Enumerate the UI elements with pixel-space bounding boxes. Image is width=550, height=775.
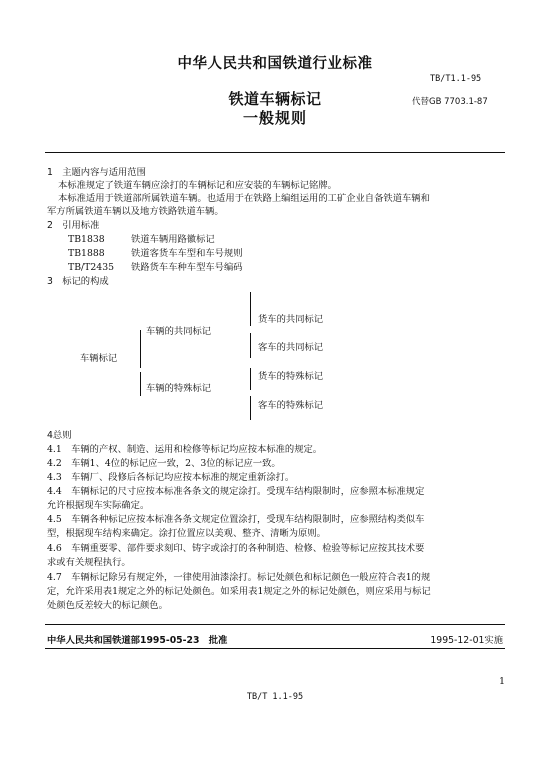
bracket-root <box>140 330 141 368</box>
general-rule-line: 4.2 车辆1、4位的标记应一致，2、3位的标记应一致。 <box>47 458 281 469</box>
bracket-special-top <box>250 368 251 390</box>
footer-rule-top <box>45 624 505 625</box>
section3-heading: 3 标记的构成 <box>47 276 109 287</box>
bottom-standard-code: TB/T 1.1-95 <box>246 692 304 702</box>
effective-date: 1995-12-01实施 <box>430 635 503 646</box>
section2-heading: 2 引用标准 <box>47 220 100 231</box>
root-node-vehicle-marking: 车辆标记 <box>80 353 118 364</box>
leaf-passenger-special: 客车的特殊标记 <box>258 400 324 411</box>
leaf-freight-special: 货车的特殊标记 <box>258 371 324 382</box>
bracket-common-bottom <box>250 333 251 358</box>
section1-para2-line1: 本标准适用于铁道部所属铁道车辆。也适用于在铁路上编组运用的工矿企业自备铁道车辆和 <box>58 193 430 204</box>
doc-title-line2: 一般规则 <box>242 109 307 127</box>
general-rule-line: 处颜色反差较大的标记颜色。 <box>47 600 168 611</box>
general-rule-line: 定，允许采用表1规定之外的标记处颜色。如采用表1规定之外的标记处颜色，则应采用与标记 <box>47 586 431 597</box>
node-common-marking: 车辆的共同标记 <box>146 326 212 337</box>
general-rule-line: 4.3 车辆厂、段修后各标记均应按本标准的规定重新涂打。 <box>47 472 295 483</box>
general-rule-line: 4.4 车辆标记的尺寸应按本标准各条文的规定涂打。受现车结构限制时，应参照本标准规定 <box>47 486 425 497</box>
section1-para2-line2: 军方所属铁道车辆以及地方铁路铁道车辆。 <box>47 206 224 217</box>
section4-heading: 4总则 <box>47 430 72 441</box>
bracket-special <box>140 372 141 396</box>
section1-heading: 1 主题内容与适用范围 <box>47 167 146 178</box>
doc-title-line1: 铁道车辆标记 <box>228 90 322 108</box>
leaf-freight-common: 货车的共同标记 <box>258 314 324 325</box>
org-title: 中华人民共和国铁道行业标准 <box>177 56 373 72</box>
general-rule-line: 4.5 车辆各种标记应按本标准各条文规定位置涂打，受现车结构限制时，应参照结构类似车 <box>47 514 425 525</box>
general-rule-line: 型，根据现车结构来确定。涂打位置应以美观、整齐、清晰为原则。 <box>47 528 326 539</box>
general-rule-line: 4.1 车辆的产权、制造、运用和检修等标记均应按本标准的规定。 <box>47 444 323 455</box>
ref-code: TB1888 <box>68 248 105 259</box>
general-rule-line: 4.6 车辆重要零、部件要求刻印、铸字或涂打的各种制造、检修、检验等标记应按其技术要 <box>47 543 425 554</box>
ref-title: 铁路货车车种车型车号编码 <box>131 262 243 273</box>
ref-title: 铁道客货车车型和车号规则 <box>131 248 243 259</box>
ref-code: TB1838 <box>68 234 105 245</box>
general-rule-line: 允许根据现车实际确定。 <box>47 500 150 511</box>
replaces-standard: 代替GB 7703.1-87 <box>412 97 488 107</box>
header-rule <box>45 152 505 153</box>
page-number: 1 <box>499 676 506 687</box>
ref-title: 铁道车辆用路徽标记 <box>131 234 215 245</box>
section1-para1: 本标准规定了铁道车辆应涂打的车辆标记和应安装的车辆标记铭牌。 <box>58 180 337 191</box>
standard-code: TB/T1.1-95 <box>430 74 482 84</box>
footer-rule-bottom <box>45 648 505 649</box>
bracket-special-bottom <box>250 396 251 420</box>
approval-line: 中华人民共和国铁道部1995-05-23 批准 <box>47 635 228 646</box>
general-rule-line: 4.7 车辆标记除另有规定外，一律使用油漆涂打。标记处颜色和标记颜色一般应符合表1的规 <box>47 572 431 583</box>
leaf-passenger-common: 客车的共同标记 <box>258 342 324 353</box>
node-special-marking: 车辆的特殊标记 <box>146 383 212 394</box>
general-rule-line: 求或有关规程执行。 <box>47 557 131 568</box>
bracket-common-top <box>250 292 251 326</box>
ref-code: TB/T2435 <box>68 262 115 273</box>
